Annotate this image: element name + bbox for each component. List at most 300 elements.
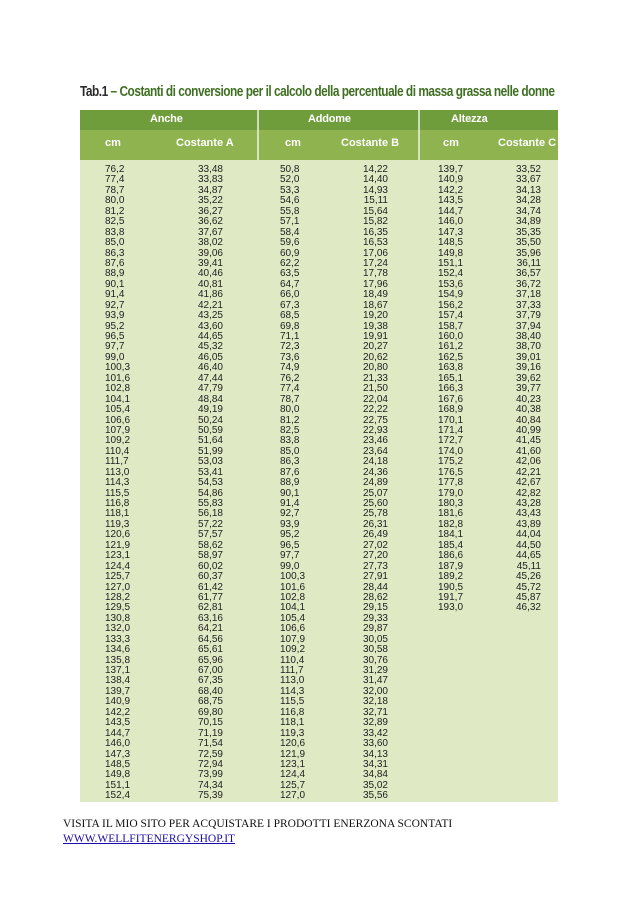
abdomen-cm-cell: 68,5 bbox=[280, 310, 300, 322]
column-header-height-cm: cm bbox=[443, 137, 459, 149]
hips-cm-cell: 137,1 bbox=[105, 665, 131, 676]
constant-c-cell: 39,77 bbox=[515, 383, 541, 395]
abdomen-cm-cell: 73,6 bbox=[280, 351, 300, 363]
height-cm-cell: 148,5 bbox=[438, 237, 464, 249]
constant-b-cell: 29,87 bbox=[362, 623, 388, 635]
constant-a-cell: 46,05 bbox=[197, 351, 223, 363]
abdomen-cm-cell: 55,8 bbox=[280, 205, 300, 217]
hips-cm-cell: 93,9 bbox=[105, 310, 125, 322]
height-cm-cell: 179,0 bbox=[438, 487, 464, 499]
constant-a-cell: 71,19 bbox=[197, 727, 223, 739]
constant-b-cell: 26,31 bbox=[362, 518, 388, 530]
height-cm-cell: 174,0 bbox=[438, 445, 464, 457]
abdomen-cm-cell: 105,4 bbox=[280, 612, 306, 624]
constant-a-cell: 36,27 bbox=[197, 205, 223, 217]
constant-c-cell: 34,89 bbox=[515, 216, 541, 228]
constant-b-cell: 32,71 bbox=[362, 706, 388, 718]
constant-b-cell: 17,96 bbox=[362, 278, 388, 290]
height-cm-cell: 168,9 bbox=[438, 404, 464, 416]
constant-b-cell: 22,04 bbox=[362, 393, 388, 405]
constant-b-cell: 23,64 bbox=[362, 445, 388, 457]
abdomen-cm-cell: 76,2 bbox=[280, 372, 300, 384]
constant-b-cell: 19,91 bbox=[362, 331, 388, 342]
abdomen-cm-cell: 95,2 bbox=[280, 529, 300, 541]
abdomen-cm-cell: 109,2 bbox=[280, 644, 306, 656]
constant-c-cell: 44,04 bbox=[515, 529, 541, 541]
constant-a-cell: 67,00 bbox=[197, 665, 223, 676]
abdomen-cm-cell: 107,9 bbox=[280, 633, 306, 645]
abdomen-cm-cell: 64,7 bbox=[280, 278, 300, 290]
height-cm-cell: 142,2 bbox=[438, 184, 464, 196]
hips-cm-cell: 132,0 bbox=[105, 623, 131, 635]
constant-b-cell: 14,22 bbox=[362, 164, 388, 175]
constant-a-cell: 44,65 bbox=[197, 331, 223, 342]
constant-c-cell: 40,99 bbox=[515, 424, 541, 436]
hips-cm-cell: 116,8 bbox=[105, 498, 130, 509]
constant-c-cell: 33,67 bbox=[515, 174, 541, 186]
hips-cm-cell: 146,0 bbox=[105, 738, 131, 750]
abdomen-cm-cell: 123,1 bbox=[280, 758, 306, 770]
hips-cm-cell: 125,7 bbox=[105, 571, 131, 583]
constant-a-cell: 58,62 bbox=[197, 539, 223, 551]
constant-a-cell: 39,41 bbox=[197, 257, 223, 269]
table-caption: – Costanti di conversione per il calcolo della percentuale di massa grassa nelle donne bbox=[107, 84, 555, 100]
hips-cm-cell: 143,5 bbox=[105, 717, 131, 729]
height-cm-cell: 182,8 bbox=[438, 518, 464, 530]
constant-b-cell: 34,84 bbox=[362, 769, 388, 781]
hips-cm-cell: 130,8 bbox=[105, 612, 131, 624]
height-cm-cell: 185,4 bbox=[438, 539, 464, 551]
constant-b-cell: 22,93 bbox=[362, 424, 388, 436]
abdomen-cm-cell: 82,5 bbox=[280, 424, 300, 436]
constant-a-cell: 54,86 bbox=[197, 487, 223, 499]
constant-b-cell: 26,49 bbox=[362, 529, 388, 541]
height-cm-cell: 156,2 bbox=[438, 299, 464, 311]
constant-c-cell: 34,28 bbox=[515, 195, 541, 207]
column-header-constant-a: Costante A bbox=[176, 137, 234, 149]
hips-cm-cell: 88,9 bbox=[105, 268, 125, 280]
constant-a-cell: 68,75 bbox=[197, 696, 223, 708]
constant-a-cell: 34,87 bbox=[197, 184, 223, 196]
constant-a-cell: 40,46 bbox=[197, 268, 223, 280]
hips-cm-cell: 77,4 bbox=[105, 174, 125, 186]
height-cm-cell: 152,4 bbox=[438, 268, 464, 280]
constant-b-cell: 23,46 bbox=[362, 435, 388, 447]
abdomen-cm-column bbox=[280, 165, 305, 802]
constant-c-cell: 40,84 bbox=[515, 414, 541, 426]
height-cm-cell: 149,8 bbox=[438, 247, 464, 259]
constant-b-cell: 31,29 bbox=[362, 665, 388, 676]
hips-cm-cell: 119,3 bbox=[105, 518, 130, 530]
height-cm-cell: 153,6 bbox=[438, 278, 464, 290]
abdomen-cm-cell: 77,4 bbox=[280, 383, 300, 395]
constant-c-cell: 39,62 bbox=[515, 372, 541, 384]
hips-cm-cell: 127,0 bbox=[105, 581, 131, 593]
hips-cm-cell: 138,4 bbox=[105, 675, 131, 687]
footer-text: VISITA IL MIO SITO PER ACQUISTARE I PRODOTTI ENERZONA SCONTATI bbox=[63, 818, 453, 830]
abdomen-cm-cell: 58,4 bbox=[280, 226, 300, 238]
constant-c-cell: 43,43 bbox=[515, 508, 541, 520]
constant-b-cell: 18,67 bbox=[362, 299, 388, 311]
constant-a-cell: 61,77 bbox=[197, 591, 223, 603]
hips-cm-cell: 142,2 bbox=[105, 706, 131, 718]
constant-a-cell: 75,39 bbox=[197, 790, 223, 802]
constant-b-cell: 33,60 bbox=[362, 738, 388, 750]
constant-c-cell: 45,87 bbox=[515, 591, 541, 603]
abdomen-cm-cell: 86,3 bbox=[280, 456, 300, 468]
constant-a-cell: 53,41 bbox=[197, 466, 223, 478]
abdomen-cm-cell: 119,3 bbox=[280, 727, 305, 739]
constant-b-cell: 28,44 bbox=[362, 581, 388, 593]
hips-cm-cell: 82,5 bbox=[105, 216, 125, 228]
hips-cm-cell: 85,0 bbox=[105, 237, 125, 249]
abdomen-cm-cell: 66,0 bbox=[280, 289, 300, 301]
constant-a-cell: 64,21 bbox=[197, 623, 223, 635]
column-header-row bbox=[80, 130, 558, 160]
constant-b-cell: 29,15 bbox=[362, 602, 388, 614]
height-cm-cell: 172,7 bbox=[438, 435, 464, 447]
abdomen-cm-cell: 104,1 bbox=[280, 602, 306, 614]
hips-cm-cell: 104,1 bbox=[105, 393, 131, 405]
abdomen-cm-cell: 116,8 bbox=[280, 706, 305, 718]
table-number: Tab.1 bbox=[80, 84, 108, 100]
group-header-height: Altezza bbox=[451, 113, 488, 125]
constant-c-cell: 35,96 bbox=[515, 247, 541, 259]
constant-c-cell: 43,28 bbox=[515, 498, 541, 509]
constant-b-cell: 27,73 bbox=[362, 560, 388, 572]
constant-b-cell: 28,62 bbox=[362, 591, 388, 603]
height-cm-cell: 146,0 bbox=[438, 216, 464, 228]
constant-b-cell: 32,18 bbox=[362, 696, 388, 708]
constant-a-cell: 57,57 bbox=[197, 529, 223, 541]
constant-c-cell: 38,40 bbox=[515, 331, 541, 342]
constant-c-cell: 46,32 bbox=[515, 602, 541, 614]
constant-b-cell: 25,78 bbox=[362, 508, 388, 520]
height-cm-cell: 151,1 bbox=[438, 257, 464, 269]
constant-a-cell: 63,16 bbox=[197, 612, 223, 624]
constant-a-cell: 67,35 bbox=[197, 675, 223, 687]
hips-cm-cell: 97,7 bbox=[105, 341, 125, 353]
height-cm-cell: 193,0 bbox=[438, 602, 464, 614]
hips-cm-cell: 135,8 bbox=[105, 654, 131, 666]
constant-c-cell: 41,60 bbox=[515, 445, 541, 457]
height-cm-cell: 189,2 bbox=[438, 571, 464, 583]
constant-a-cell: 36,62 bbox=[197, 216, 223, 228]
height-cm-cell: 165,1 bbox=[438, 372, 464, 384]
height-cm-cell: 171,4 bbox=[438, 424, 464, 436]
abdomen-cm-cell: 99,0 bbox=[280, 560, 300, 572]
constant-c-cell: 42,21 bbox=[515, 466, 541, 478]
constant-c-cell: 40,23 bbox=[515, 393, 541, 405]
abdomen-cm-cell: 120,6 bbox=[280, 738, 306, 750]
constant-a-cell: 49,19 bbox=[197, 404, 223, 416]
constant-c-cell: 42,06 bbox=[515, 456, 541, 468]
column-header-abdomen-cm: cm bbox=[285, 137, 301, 149]
constant-b-cell: 16,35 bbox=[362, 226, 388, 238]
abdomen-cm-cell: 74,9 bbox=[280, 362, 300, 374]
abdomen-cm-cell: 92,7 bbox=[280, 508, 300, 520]
constant-c-cell: 42,67 bbox=[515, 477, 541, 489]
height-cm-cell: 162,5 bbox=[438, 351, 464, 363]
constant-b-cell: 27,20 bbox=[362, 550, 388, 562]
hips-cm-cell: 90,1 bbox=[105, 278, 125, 290]
constant-b-cell: 18,49 bbox=[362, 289, 388, 301]
abdomen-cm-cell: 78,7 bbox=[280, 393, 300, 405]
hips-cm-cell: 118,1 bbox=[105, 508, 130, 520]
constant-b-cell: 17,24 bbox=[362, 257, 388, 269]
hips-cm-cell: 139,7 bbox=[105, 685, 131, 697]
constant-c-cell: 39,01 bbox=[515, 351, 541, 363]
hips-cm-cell: 124,4 bbox=[105, 560, 131, 572]
constant-b-cell: 22,75 bbox=[362, 414, 388, 426]
constant-b-cell: 24,89 bbox=[362, 477, 388, 489]
table-body bbox=[80, 160, 558, 802]
hips-cm-cell: 113,0 bbox=[105, 466, 130, 478]
constant-a-cell: 38,02 bbox=[197, 237, 223, 249]
abdomen-cm-cell: 127,0 bbox=[280, 790, 306, 802]
constant-b-cell: 25,60 bbox=[362, 498, 388, 509]
hips-cm-column bbox=[105, 165, 130, 802]
abdomen-cm-cell: 52,0 bbox=[280, 174, 300, 186]
height-cm-cell: 166,3 bbox=[438, 383, 464, 395]
column-divider bbox=[418, 110, 420, 160]
constant-b-cell: 19,38 bbox=[362, 320, 388, 332]
hips-cm-cell: 129,5 bbox=[105, 602, 131, 614]
constant-a-cell: 40,81 bbox=[197, 278, 223, 290]
abdomen-cm-cell: 57,1 bbox=[280, 216, 300, 228]
constant-c-cell: 35,50 bbox=[515, 237, 541, 249]
constant-b-cell: 29,33 bbox=[362, 612, 388, 624]
footer-link[interactable]: WWW.WELLFITENERGYSHOP.IT bbox=[63, 833, 236, 845]
hips-cm-cell: 133,3 bbox=[105, 633, 131, 645]
abdomen-cm-cell: 59,6 bbox=[280, 237, 300, 249]
constant-b-column bbox=[345, 165, 388, 802]
conversion-table bbox=[80, 110, 558, 802]
constant-b-cell: 19,20 bbox=[362, 310, 388, 322]
abdomen-cm-cell: 115,5 bbox=[280, 696, 305, 708]
constant-b-cell: 33,42 bbox=[362, 727, 388, 739]
hips-cm-cell: 152,4 bbox=[105, 790, 131, 802]
height-cm-cell: 181,6 bbox=[438, 508, 464, 520]
constant-c-cell: 34,13 bbox=[515, 184, 541, 196]
height-cm-cell: 143,5 bbox=[438, 195, 464, 207]
constant-c-cell: 45,11 bbox=[516, 560, 541, 572]
constant-c-cell: 36,57 bbox=[515, 268, 541, 280]
constant-b-cell: 15,82 bbox=[362, 216, 388, 228]
abdomen-cm-cell: 97,7 bbox=[280, 550, 300, 562]
abdomen-cm-cell: 83,8 bbox=[280, 435, 300, 447]
hips-cm-cell: 123,1 bbox=[105, 550, 131, 562]
constant-a-cell: 60,02 bbox=[197, 560, 223, 572]
height-cm-cell: 176,5 bbox=[438, 466, 464, 478]
constant-a-cell: 47,79 bbox=[197, 383, 223, 395]
height-cm-cell: 170,1 bbox=[438, 414, 464, 426]
constant-b-cell: 30,76 bbox=[362, 654, 388, 666]
constant-a-cell: 64,56 bbox=[197, 633, 223, 645]
column-divider bbox=[257, 110, 259, 160]
constant-a-cell: 56,18 bbox=[197, 508, 223, 520]
abdomen-cm-cell: 62,2 bbox=[280, 257, 300, 269]
constant-a-cell: 35,22 bbox=[197, 195, 223, 207]
constant-c-cell: 42,82 bbox=[515, 487, 541, 499]
hips-cm-cell: 109,2 bbox=[105, 435, 131, 447]
constant-c-cell: 36,72 bbox=[515, 278, 541, 290]
constant-c-column bbox=[498, 165, 541, 614]
constant-c-cell: 45,72 bbox=[515, 581, 541, 593]
abdomen-cm-cell: 71,1 bbox=[280, 331, 300, 342]
column-header-hips-cm: cm bbox=[105, 137, 121, 149]
hips-cm-cell: 78,7 bbox=[105, 184, 125, 196]
hips-cm-cell: 101,6 bbox=[105, 372, 131, 384]
constant-c-cell: 36,11 bbox=[516, 257, 541, 269]
group-header-abdomen: Addome bbox=[308, 113, 351, 125]
constant-a-cell: 51,64 bbox=[197, 435, 223, 447]
hips-cm-cell: 106,6 bbox=[105, 414, 131, 426]
hips-cm-cell: 115,5 bbox=[105, 487, 130, 499]
abdomen-cm-cell: 114,3 bbox=[280, 685, 305, 697]
height-cm-cell: 161,2 bbox=[438, 341, 464, 353]
constant-a-cell: 33,48 bbox=[197, 164, 223, 175]
constant-c-cell: 33,52 bbox=[515, 164, 541, 175]
constant-a-cell: 60,37 bbox=[197, 571, 223, 583]
constant-a-cell: 43,60 bbox=[197, 320, 223, 332]
abdomen-cm-cell: 63,5 bbox=[280, 268, 300, 280]
constant-c-cell: 43,89 bbox=[515, 518, 541, 530]
hips-cm-cell: 100,3 bbox=[105, 362, 131, 374]
constant-c-cell: 37,94 bbox=[515, 320, 541, 332]
hips-cm-cell: 148,5 bbox=[105, 758, 131, 770]
constant-b-cell: 30,05 bbox=[362, 633, 388, 645]
constant-a-cell: 74,34 bbox=[197, 779, 223, 791]
constant-a-cell: 68,40 bbox=[197, 685, 223, 697]
hips-cm-cell: 107,9 bbox=[105, 424, 131, 436]
abdomen-cm-cell: 90,1 bbox=[280, 487, 300, 499]
abdomen-cm-cell: 118,1 bbox=[280, 717, 305, 729]
constant-b-cell: 27,02 bbox=[362, 539, 388, 551]
hips-cm-cell: 149,8 bbox=[105, 769, 131, 781]
height-cm-cell: 184,1 bbox=[438, 529, 464, 541]
constant-a-column bbox=[180, 165, 223, 802]
constant-b-cell: 27,91 bbox=[362, 571, 388, 583]
height-cm-cell: 157,4 bbox=[438, 310, 464, 322]
group-header-hips: Anche bbox=[150, 113, 183, 125]
height-cm-cell: 177,8 bbox=[438, 477, 464, 489]
hips-cm-cell: 76,2 bbox=[105, 164, 125, 175]
abdomen-cm-cell: 85,0 bbox=[280, 445, 300, 457]
hips-cm-cell: 87,6 bbox=[105, 257, 125, 269]
constant-c-cell: 34,74 bbox=[515, 205, 541, 217]
abdomen-cm-cell: 124,4 bbox=[280, 769, 306, 781]
constant-a-cell: 71,54 bbox=[197, 738, 223, 750]
abdomen-cm-cell: 69,8 bbox=[280, 320, 300, 332]
abdomen-cm-cell: 67,3 bbox=[280, 299, 300, 311]
constant-b-cell: 21,50 bbox=[362, 383, 388, 395]
height-cm-cell: 175,2 bbox=[438, 456, 464, 468]
height-cm-cell: 191,7 bbox=[438, 591, 464, 603]
abdomen-cm-cell: 110,4 bbox=[280, 654, 305, 666]
hips-cm-cell: 114,3 bbox=[105, 477, 130, 489]
abdomen-cm-cell: 101,6 bbox=[280, 581, 306, 593]
abdomen-cm-cell: 111,7 bbox=[280, 665, 304, 676]
hips-cm-cell: 120,6 bbox=[105, 529, 131, 541]
height-cm-cell: 158,7 bbox=[438, 320, 464, 332]
constant-b-cell: 20,80 bbox=[362, 362, 388, 374]
constant-a-cell: 57,22 bbox=[197, 518, 223, 530]
constant-a-cell: 33,83 bbox=[197, 174, 223, 186]
hips-cm-cell: 144,7 bbox=[105, 727, 131, 739]
height-cm-cell: 160,0 bbox=[438, 331, 464, 342]
hips-cm-cell: 96,5 bbox=[105, 331, 125, 342]
constant-a-cell: 72,59 bbox=[197, 748, 223, 760]
constant-c-cell: 37,33 bbox=[515, 299, 541, 311]
abdomen-cm-cell: 106,6 bbox=[280, 623, 306, 635]
constant-a-cell: 43,25 bbox=[197, 310, 223, 322]
hips-cm-cell: 91,4 bbox=[105, 289, 125, 301]
constant-b-cell: 25,07 bbox=[362, 487, 388, 499]
abdomen-cm-cell: 93,9 bbox=[280, 518, 300, 530]
constant-c-cell: 37,79 bbox=[515, 310, 541, 322]
constant-b-cell: 20,62 bbox=[362, 351, 388, 363]
constant-c-cell: 41,45 bbox=[515, 435, 541, 447]
constant-b-cell: 21,33 bbox=[362, 372, 388, 384]
abdomen-cm-cell: 113,0 bbox=[280, 675, 305, 687]
constant-a-cell: 58,97 bbox=[197, 550, 223, 562]
hips-cm-cell: 86,3 bbox=[105, 247, 125, 259]
constant-a-cell: 73,99 bbox=[197, 769, 223, 781]
constant-a-cell: 50,59 bbox=[197, 424, 223, 436]
constant-b-cell: 35,56 bbox=[362, 790, 388, 802]
hips-cm-cell: 95,2 bbox=[105, 320, 125, 332]
constant-c-cell: 40,38 bbox=[515, 404, 541, 416]
hips-cm-cell: 134,6 bbox=[105, 644, 131, 656]
constant-a-cell: 61,42 bbox=[197, 581, 223, 593]
constant-a-cell: 37,67 bbox=[197, 226, 223, 238]
constant-c-cell: 44,50 bbox=[515, 539, 541, 551]
constant-a-cell: 50,24 bbox=[197, 414, 223, 426]
column-header-constant-b: Costante B bbox=[341, 137, 400, 149]
group-header-row bbox=[80, 110, 558, 130]
constant-a-cell: 41,86 bbox=[197, 289, 223, 301]
constant-a-cell: 65,96 bbox=[197, 654, 223, 666]
abdomen-cm-cell: 72,3 bbox=[280, 341, 300, 353]
constant-b-cell: 34,31 bbox=[362, 758, 388, 770]
constant-c-cell: 44,65 bbox=[515, 550, 541, 562]
hips-cm-cell: 110,4 bbox=[105, 445, 130, 457]
height-cm-cell: 186,6 bbox=[438, 550, 464, 562]
constant-c-cell: 38,70 bbox=[515, 341, 541, 353]
constant-b-cell: 24,18 bbox=[362, 456, 388, 468]
hips-cm-cell: 151,1 bbox=[105, 779, 131, 791]
height-cm-cell: 163,8 bbox=[438, 362, 464, 374]
height-cm-cell: 140,9 bbox=[438, 174, 464, 186]
constant-b-cell: 22,22 bbox=[362, 404, 388, 416]
hips-cm-cell: 140,9 bbox=[105, 696, 131, 708]
constant-a-cell: 39,06 bbox=[197, 247, 223, 259]
height-cm-cell: 187,9 bbox=[438, 560, 464, 572]
constant-a-cell: 54,53 bbox=[197, 477, 223, 489]
abdomen-cm-cell: 102,8 bbox=[280, 591, 306, 603]
constant-b-cell: 17,78 bbox=[362, 268, 388, 280]
hips-cm-cell: 105,4 bbox=[105, 404, 131, 416]
abdomen-cm-cell: 81,2 bbox=[280, 414, 300, 426]
hips-cm-cell: 83,8 bbox=[105, 226, 125, 238]
abdomen-cm-cell: 100,3 bbox=[280, 571, 306, 583]
height-cm-cell: 139,7 bbox=[438, 164, 464, 175]
hips-cm-cell: 81,2 bbox=[105, 205, 125, 217]
constant-c-cell: 39,16 bbox=[515, 362, 541, 374]
constant-a-cell: 51,99 bbox=[197, 445, 223, 457]
abdomen-cm-cell: 125,7 bbox=[280, 779, 306, 791]
